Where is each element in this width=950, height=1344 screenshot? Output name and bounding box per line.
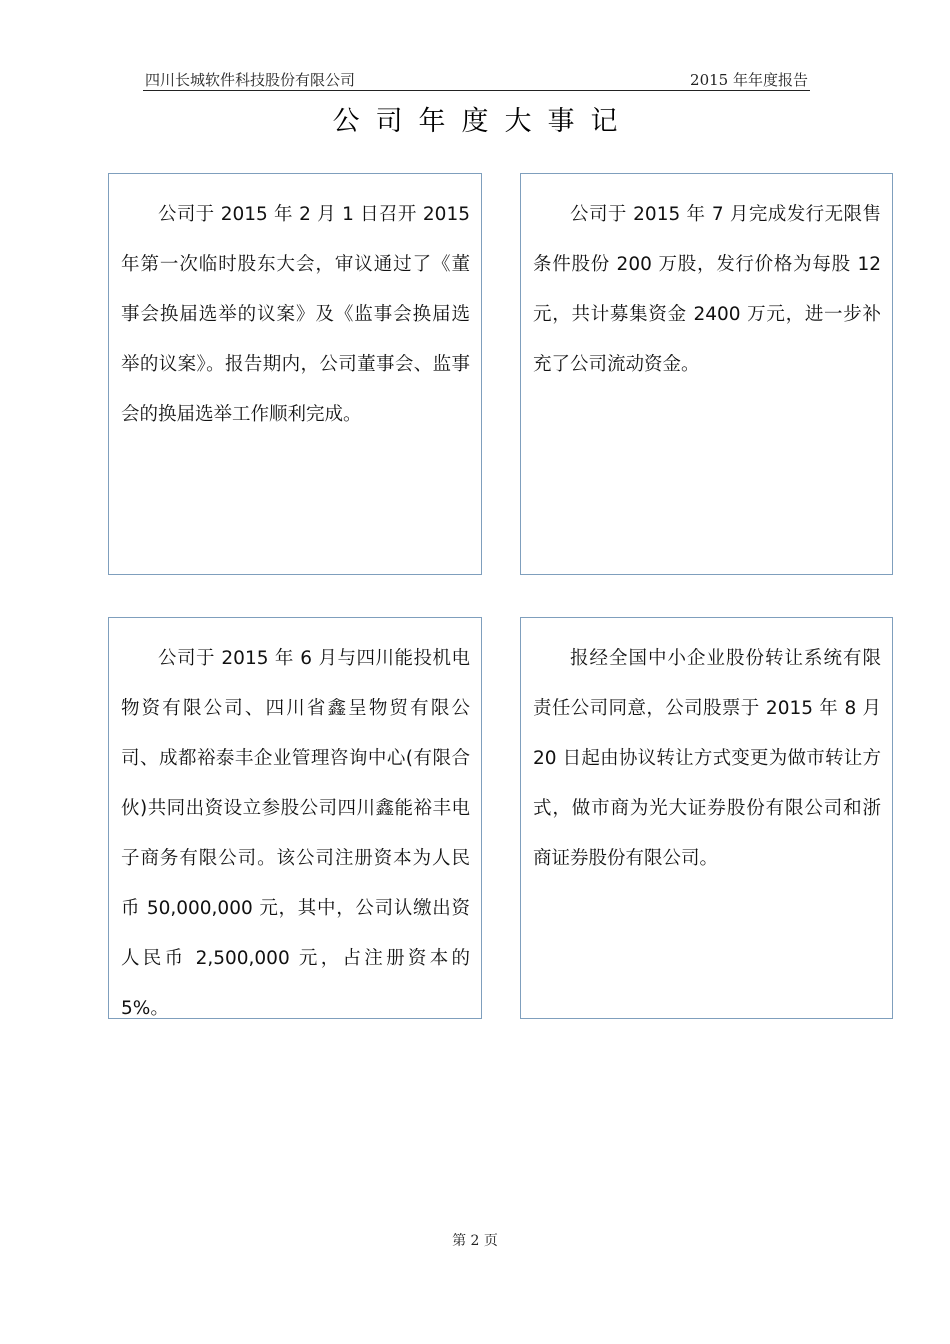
- event-text: 公司于 2015 年 6 月与四川能投机电物资有限公司、四川省鑫呈物贸有限公司、成都裕泰丰企业管理咨询中心(有限合伙)共同出资设立参股公司四川鑫能裕丰电子商务有限公司。该公司注册资本为人民币 50,000,000 元，其中，公司认缴出资人民币 2,500,000 元，占注册资本的 5%。: [121, 648, 470, 1019]
- event-box-shareholder-meeting: [108, 173, 482, 575]
- page-header: [143, 68, 810, 91]
- event-box-joint-venture: [108, 617, 482, 1019]
- page-title: 公司年度大事记: [332, 106, 634, 137]
- page-number: 第 2 页: [452, 1233, 498, 1249]
- event-text: 公司于 2015 年 7 月完成发行无限售条件股份 200 万股，发行价格为每股 12 元，共计募集资金 2400 万元，进一步补充了公司流动资金。: [533, 204, 881, 375]
- event-box-share-issuance: [520, 173, 893, 575]
- event-box-market-making: [520, 617, 893, 1019]
- company-name: 四川长城软件科技股份有限公司: [145, 71, 356, 89]
- report-title: 2015 年年度报告: [690, 71, 808, 89]
- event-text: 公司于 2015 年 2 月 1 日召开 2015 年第一次临时股东大会，审议通过了《董事会换届选举的议案》及《监事会换届选举的议案》。报告期内，公司董事会、监事会的换届选举工作顺利完成。: [121, 204, 470, 425]
- event-text: 报经全国中小企业股份转让系统有限责任公司同意，公司股票于 2015 年 8 月 20 日起由协议转让方式变更为做市转让方式，做市商为光大证券股份有限公司和浙商证券股份有限公司。: [533, 648, 881, 869]
